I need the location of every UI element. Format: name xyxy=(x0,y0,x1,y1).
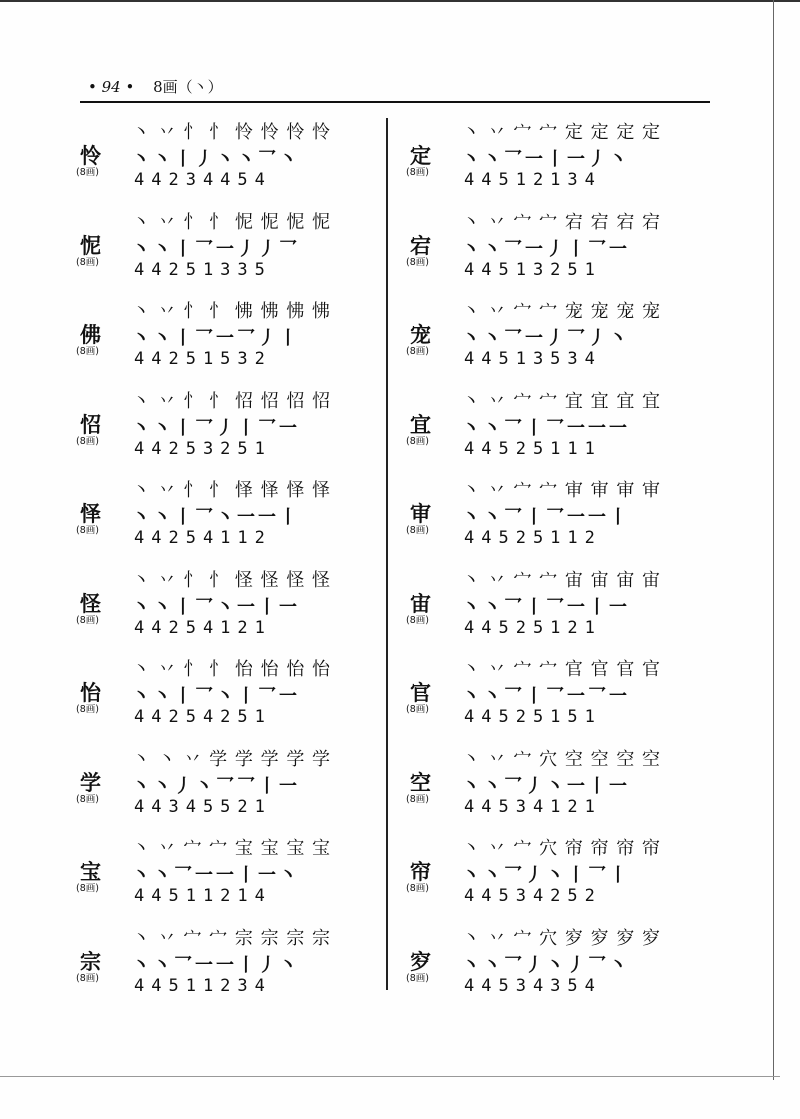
stroke-codes: 44513534 xyxy=(464,349,602,369)
stroke-count-label: (8画) xyxy=(406,346,429,357)
stroke-sequence: 丶 丷 宀 宀 官 官 官 官 xyxy=(462,659,662,680)
stroke-list: 丶丶乛丨乛一丨一 xyxy=(462,596,630,618)
stroke-count-label: (8画) xyxy=(76,435,99,447)
stroke-list: 丶丶乛一一丨一丶 xyxy=(132,865,300,886)
page-number: • 94 • xyxy=(88,78,135,96)
stroke-list: 丶丶乛一丨一丿丶 xyxy=(462,149,630,170)
char-entry xyxy=(72,118,382,208)
stroke-sequence: 丶 丷 宀 宀 宜 宜 宜 宜 xyxy=(462,390,662,412)
char-entry xyxy=(72,655,382,745)
char-entry xyxy=(402,566,712,656)
scan-edge-top xyxy=(0,0,800,2)
stroke-list: 丶丶丨丿丶丶乛丶 xyxy=(132,149,300,170)
character: 官 xyxy=(410,681,431,705)
section-title: 8画（丶） xyxy=(153,78,223,96)
stroke-count-label: (8画) xyxy=(406,525,429,536)
character: 空 xyxy=(410,770,431,795)
stroke-codes: 44511214 xyxy=(134,886,272,906)
char-entry xyxy=(72,924,382,1014)
right-column xyxy=(402,118,712,1013)
stroke-codes: 44254112 xyxy=(134,528,272,548)
character: 审 xyxy=(410,502,431,526)
scan-edge-right xyxy=(773,0,774,1080)
stroke-codes: 44345521 xyxy=(134,796,272,817)
stroke-list: 丶丶乛丿丶丨乛丨 xyxy=(462,865,630,886)
stroke-count-label: (8画) xyxy=(76,167,99,178)
stroke-list: 丶丶乛一丿丨乛一 xyxy=(462,238,630,260)
stroke-sequence: 丶 丷 忄 忄 怡 怡 怡 怡 xyxy=(132,659,332,680)
char-entry xyxy=(402,297,712,387)
char-entry xyxy=(402,208,712,298)
character: 怊 xyxy=(80,412,101,437)
stroke-list: 丶丶乛一一丨丿丶 xyxy=(132,954,300,976)
stroke-codes: 44525111 xyxy=(464,438,602,459)
left-column xyxy=(72,118,382,1013)
stroke-sequence: 丶 丷 忄 忄 怪 怪 怪 怪 xyxy=(132,569,332,591)
character: 宝 xyxy=(80,860,101,884)
stroke-count-label: (8画) xyxy=(406,972,429,984)
character: 定 xyxy=(410,144,431,168)
stroke-sequence: 丶 丷 宀 宀 宝 宝 宝 宝 xyxy=(132,838,332,859)
stroke-codes: 44525121 xyxy=(464,617,602,638)
stroke-list: 丶丶乛丿丶一丨一 xyxy=(462,775,630,797)
stroke-count-label: (8画) xyxy=(76,793,99,805)
stroke-codes: 44251335 xyxy=(134,259,272,280)
stroke-list: 丶丶乛丿丶丿乛丶 xyxy=(462,954,630,976)
header-rule xyxy=(80,101,710,103)
stroke-count-label: (8画) xyxy=(406,167,429,178)
char-entry xyxy=(72,476,382,566)
stroke-count-label: (8画) xyxy=(406,256,429,268)
character: 学 xyxy=(80,770,101,795)
stroke-sequence: 丶 丶 丷 学 学 学 学 学 xyxy=(132,748,332,770)
stroke-count-label: (8画) xyxy=(406,614,429,626)
stroke-sequence: 丶 丷 宀 宀 宙 宙 宙 宙 xyxy=(462,569,662,591)
stroke-list: 丶丶丨乛丶一丨一 xyxy=(132,596,300,618)
stroke-count-label: (8画) xyxy=(76,704,99,715)
stroke-count-label: (8画) xyxy=(76,883,99,894)
stroke-list: 丶丶丨乛丿丨乛一 xyxy=(132,417,300,439)
stroke-count-label: (8画) xyxy=(76,972,99,984)
char-entry xyxy=(402,924,712,1014)
stroke-list: 丶丶乛丨乛一一丨 xyxy=(462,507,630,528)
stroke-codes: 44534252 xyxy=(464,886,602,906)
character: 宙 xyxy=(410,591,431,616)
char-entry xyxy=(72,208,382,298)
stroke-codes: 44534121 xyxy=(464,796,602,817)
stroke-sequence: 丶 丷 宀 穴 帘 帘 帘 帘 xyxy=(462,838,662,859)
stroke-sequence: 丶 丷 忄 忄 怊 怊 怊 怊 xyxy=(132,390,332,412)
char-entry xyxy=(402,476,712,566)
character: 穸 xyxy=(410,949,431,974)
character: 怪 xyxy=(80,591,101,616)
char-entry xyxy=(72,566,382,656)
stroke-codes: 44512134 xyxy=(464,170,602,190)
stroke-codes: 44513251 xyxy=(464,259,602,280)
stroke-list: 丶丶乛丨乛一乛一 xyxy=(462,686,630,707)
stroke-count-label: (8画) xyxy=(76,256,99,268)
scan-edge-bottom xyxy=(0,1076,780,1077)
stroke-sequence: 丶 丷 宀 宀 宕 宕 宕 宕 xyxy=(462,211,662,233)
stroke-count-label: (8画) xyxy=(406,435,429,447)
character: 怿 xyxy=(80,502,101,526)
char-entry xyxy=(402,387,712,477)
char-entry xyxy=(72,745,382,835)
stroke-sequence: 丶 丷 宀 宀 定 定 定 定 xyxy=(462,122,662,143)
page-header xyxy=(88,76,223,97)
char-entry xyxy=(402,834,712,924)
char-entry xyxy=(402,745,712,835)
character: 怜 xyxy=(80,144,101,168)
stroke-list: 丶丶丿丶乛乛丨一 xyxy=(132,775,300,797)
stroke-sequence: 丶 丷 宀 穴 空 空 空 空 xyxy=(462,748,662,770)
character: 宗 xyxy=(80,949,101,974)
stroke-list: 丶丶丨乛一乛丿丨 xyxy=(132,328,300,349)
stroke-count-label: (8画) xyxy=(76,346,99,357)
stroke-count-label: (8画) xyxy=(406,793,429,805)
char-entry xyxy=(402,655,712,745)
character: 怩 xyxy=(80,233,101,258)
stroke-sequence: 丶 丷 宀 穴 穸 穸 穸 穸 xyxy=(462,927,662,949)
stroke-codes: 44254251 xyxy=(134,707,272,727)
character: 佛 xyxy=(80,323,101,347)
stroke-sequence: 丶 丷 宀 宀 宠 宠 宠 宠 xyxy=(462,301,662,322)
stroke-count-label: (8画) xyxy=(76,525,99,536)
stroke-codes: 44234454 xyxy=(134,170,272,190)
character: 宠 xyxy=(410,323,431,347)
stroke-sequence: 丶 丷 宀 宀 宗 宗 宗 宗 xyxy=(132,927,332,949)
stroke-sequence: 丶 丷 忄 忄 怩 怩 怩 怩 xyxy=(132,211,332,233)
stroke-count-label: (8画) xyxy=(406,704,429,715)
stroke-codes: 44511234 xyxy=(134,975,272,996)
stroke-codes: 44534354 xyxy=(464,975,602,996)
character: 宜 xyxy=(410,412,431,437)
stroke-codes: 44525151 xyxy=(464,707,602,727)
stroke-codes: 44254121 xyxy=(134,617,272,638)
stroke-sequence: 丶 丷 忄 忄 怜 怜 怜 怜 xyxy=(132,122,332,143)
stroke-count-label: (8画) xyxy=(406,883,429,894)
character: 怡 xyxy=(80,681,101,705)
character: 宕 xyxy=(410,233,431,258)
char-entry xyxy=(72,834,382,924)
stroke-list: 丶丶乛丨乛一一一 xyxy=(462,417,630,439)
stroke-list: 丶丶丨乛丶一一丨 xyxy=(132,507,300,528)
char-entry xyxy=(402,118,712,208)
column-divider xyxy=(386,118,388,990)
char-entry xyxy=(72,387,382,477)
stroke-sequence: 丶 丷 忄 忄 怫 怫 怫 怫 xyxy=(132,301,332,322)
stroke-codes: 44251532 xyxy=(134,349,272,369)
char-entry xyxy=(72,297,382,387)
stroke-sequence: 丶 丷 宀 宀 审 审 审 审 xyxy=(462,480,662,501)
stroke-count-label: (8画) xyxy=(76,614,99,626)
stroke-codes: 44525112 xyxy=(464,528,602,548)
stroke-list: 丶丶丨乛丶丨乛一 xyxy=(132,686,300,707)
stroke-codes: 44253251 xyxy=(134,438,272,459)
stroke-sequence: 丶 丷 忄 忄 怿 怿 怿 怿 xyxy=(132,480,332,501)
character: 帘 xyxy=(410,860,431,884)
stroke-list: 丶丶乛一丿乛丿丶 xyxy=(462,328,630,349)
stroke-list: 丶丶丨乛一丿丿乛 xyxy=(132,238,300,260)
